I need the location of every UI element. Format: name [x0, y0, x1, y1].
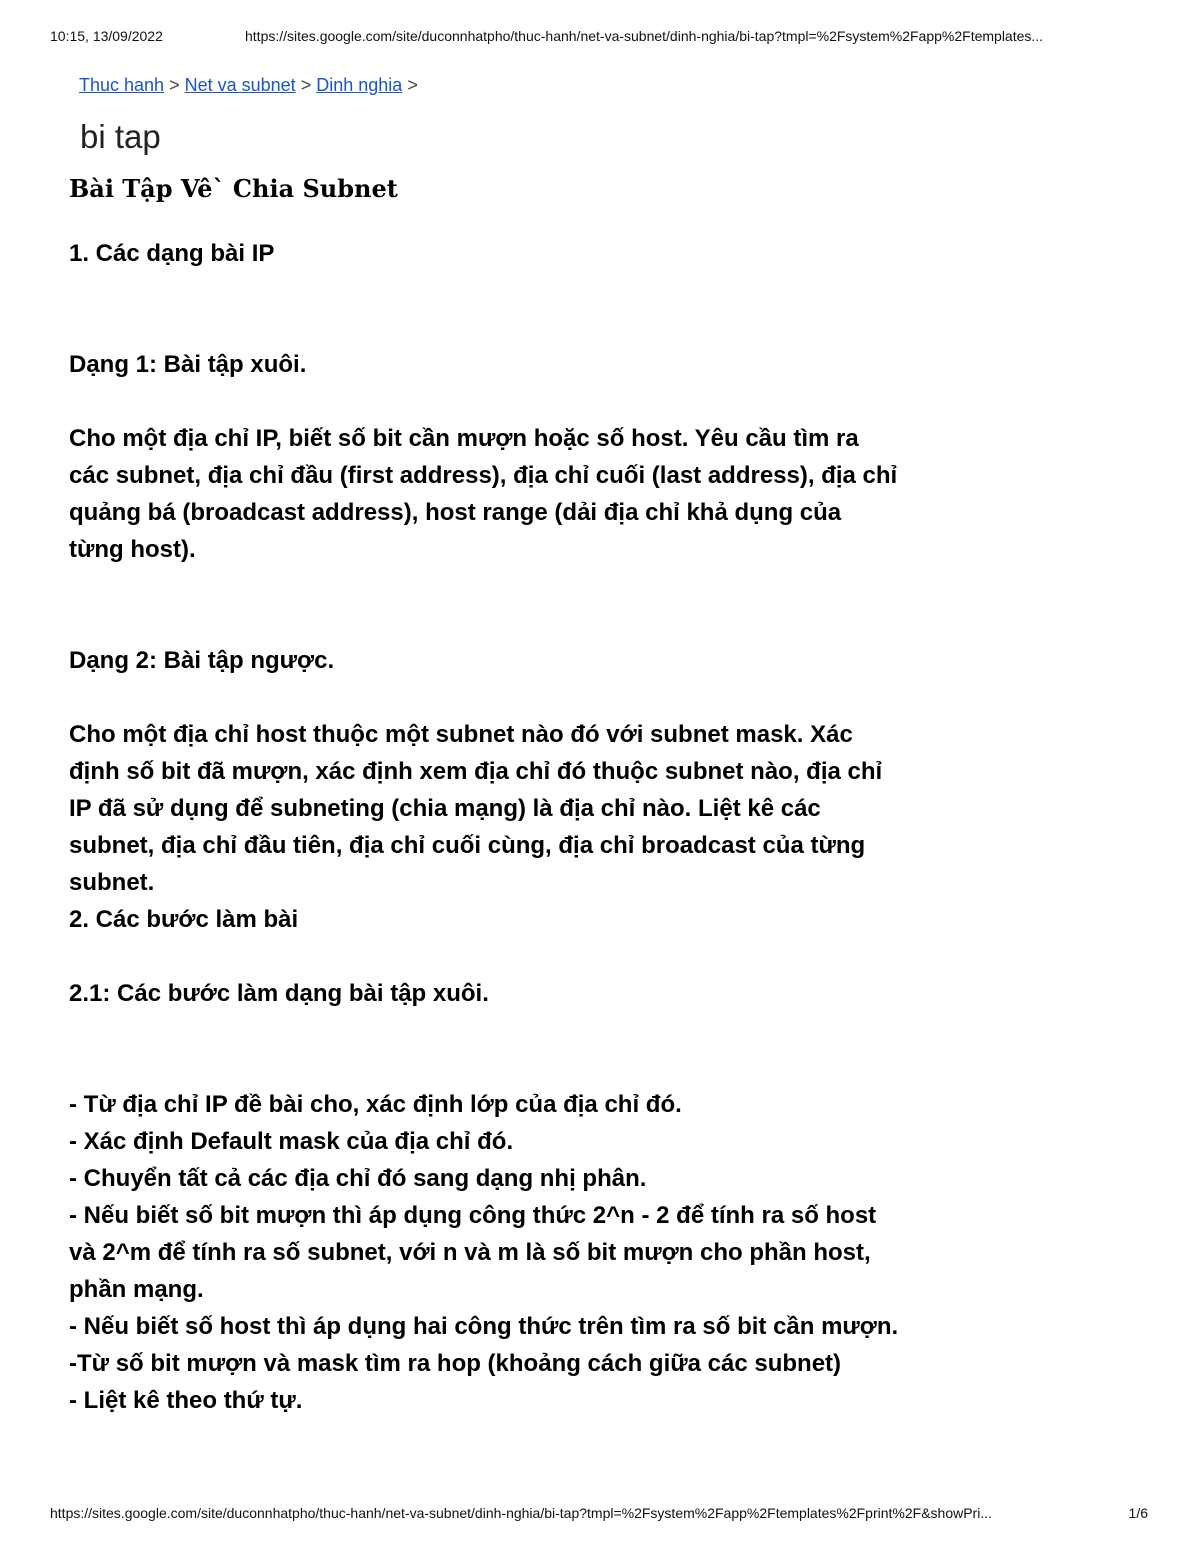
section-2-1-title: 2.1: Các bước làm dạng bài tập xuôi. [69, 980, 489, 1007]
breadcrumb-link-dinh-nghia[interactable]: Dinh nghia [316, 75, 403, 95]
print-header [50, 28, 1148, 50]
form-1-title: Dạng 1: Bài tập xuôi. [69, 351, 307, 378]
print-timestamp: 10:15, 13/09/2022 [50, 28, 163, 44]
breadcrumb-separator: > [169, 75, 180, 95]
page-title: bi tap [80, 118, 161, 155]
print-header-url: https://sites.google.com/site/duconnhatpho/thuc-hanh/net-va-subnet/dinh-nghia/bi-tap?tmpl=%2Fsystem%2Fapp%2Ftemplates... [245, 28, 1044, 44]
form-1-description: Cho một địa chỉ IP, biết số bit cần mượn hoặc số host. Yêu cầu tìm ra các subnet, địa chỉ đầu (first address), địa chỉ cuối (last address), địa chỉ quảng bá (broadcast address), host range (dải địa chỉ khả dụng của từng host). [69, 425, 898, 563]
article-body [69, 235, 899, 1419]
step-item: -Từ số bit mượn và mask tìm ra hop (khoảng cách giữa các subnet) [69, 1350, 842, 1377]
breadcrumb-link-net-va-subnet[interactable]: Net va subnet [184, 75, 296, 95]
document-heading: Bài Tập Vê` Chia Subnet [69, 174, 398, 203]
form-2-description: Cho một địa chỉ host thuộc một subnet nào đó với subnet mask. Xác định số bit đã mượn, xác định xem địa chỉ đó thuộc subnet nào, địa chỉ IP đã sử dụng để subneting (chia mạng) là địa chỉ nào. Liệt kê các subnet, địa chỉ đầu tiên, địa chỉ cuối cùng, địa chỉ broadcast của từng subnet. [69, 721, 883, 896]
breadcrumb [79, 75, 418, 96]
step-item: - Từ địa chỉ IP đề bài cho, xác định lớp của địa chỉ đó. [69, 1091, 682, 1118]
step-item: - Chuyển tất cả các địa chỉ đó sang dạng nhị phân. [69, 1165, 647, 1192]
section-2-title: 2. Các bước làm bài [69, 906, 299, 933]
section-1-title: 1. Các dạng bài IP [69, 240, 275, 267]
breadcrumb-link-thuc-hanh[interactable]: Thuc hanh [79, 75, 165, 95]
print-footer-url: https://sites.google.com/site/duconnhatpho/thuc-hanh/net-va-subnet/dinh-nghia/bi-tap?tmpl=%2Fsystem%2Fapp%2Ftemplates%2Fprint%2F&showPri... [50, 1505, 992, 1521]
step-item: - Xác định Default mask của địa chỉ đó. [69, 1128, 514, 1155]
page-number: 1/6 [1128, 1505, 1148, 1521]
step-item: - Nếu biết số bit mượn thì áp dụng công thức 2^n - 2 để tính ra số host và 2^m để tính ra số subnet, với n và m là số bit mượn cho phần host, phần mạng. [69, 1202, 877, 1303]
step-item: - Liệt kê theo thứ tự. [69, 1387, 303, 1414]
step-item: - Nếu biết số host thì áp dụng hai công thức trên tìm ra số bit cần mượn. [69, 1313, 899, 1340]
breadcrumb-separator: > [300, 75, 312, 95]
form-2-title: Dạng 2: Bài tập ngược. [69, 647, 335, 674]
breadcrumb-separator: > [407, 75, 418, 95]
